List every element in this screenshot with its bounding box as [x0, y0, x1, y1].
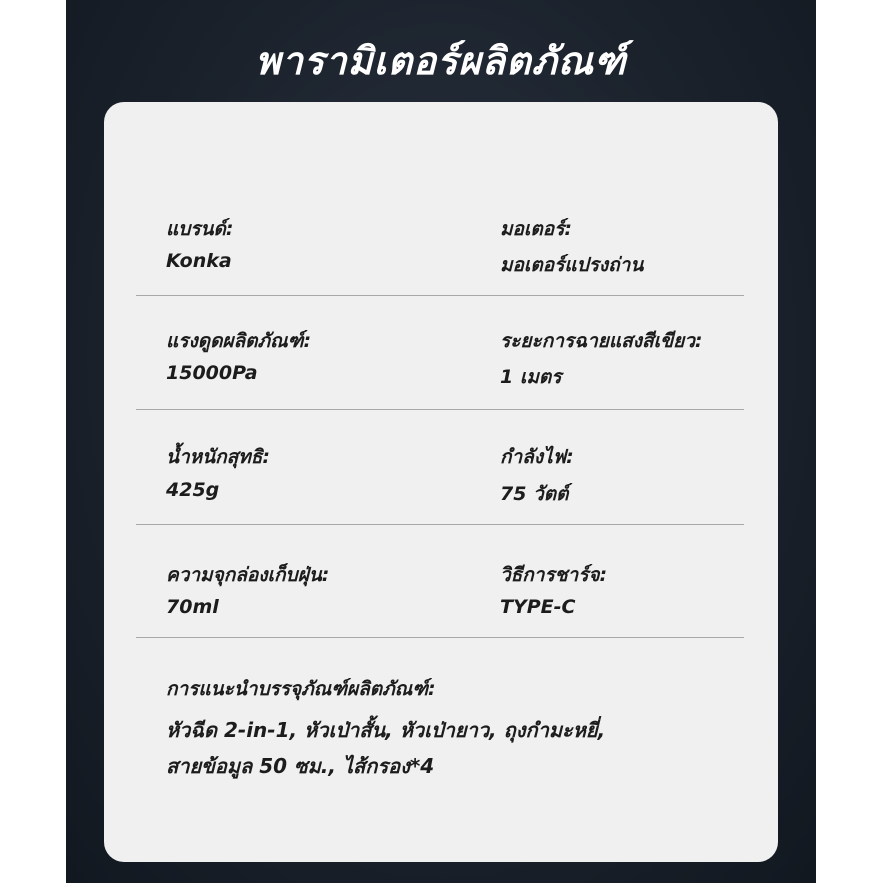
divider: [136, 524, 744, 525]
package-contents-line-2: สายข้อมูล 50 ซม., ไส้กรอง*4: [166, 754, 435, 778]
charging-label: วิธีการชาร์จ:: [500, 564, 608, 586]
page-title: พารามิเตอร์ผลิตภัณฑ์: [255, 39, 627, 83]
spec-card: [104, 102, 778, 862]
divider: [136, 295, 744, 296]
brand-value: Konka: [166, 250, 232, 272]
weight-value: 425g: [166, 479, 220, 501]
motor-label: มอเตอร์:: [500, 218, 572, 240]
dust-box-value: 70ml: [166, 596, 219, 618]
power-label: กำลังไฟ:: [500, 446, 574, 468]
power-value: 75 วัตต์: [500, 483, 569, 505]
suction-label: แรงดูดผลิตภัณฑ์:: [166, 330, 312, 352]
green-light-label: ระยะการฉายแสงสีเขียว:: [500, 330, 703, 352]
package-label: การแนะนำบรรจุภัณฑ์ผลิตภัณฑ์:: [166, 678, 436, 700]
dust-box-label: ความจุกล่องเก็บฝุ่น:: [166, 564, 330, 586]
divider: [136, 637, 744, 638]
charging-value: TYPE-C: [500, 596, 576, 618]
brand-label: แบรนด์:: [166, 218, 234, 240]
green-light-value: 1 เมตร: [500, 366, 562, 388]
weight-label: น้ำหนักสุทธิ:: [166, 446, 270, 468]
suction-value: 15000Pa: [166, 362, 258, 384]
divider: [136, 409, 744, 410]
motor-value: มอเตอร์แปรงถ่าน: [500, 254, 644, 276]
dark-background-panel: [66, 0, 816, 883]
package-contents-line-1: หัวฉีด 2-in-1, หัวเป่าสั้น, หัวเป่ายาว, ถุงกำมะหยี่,: [166, 718, 606, 742]
